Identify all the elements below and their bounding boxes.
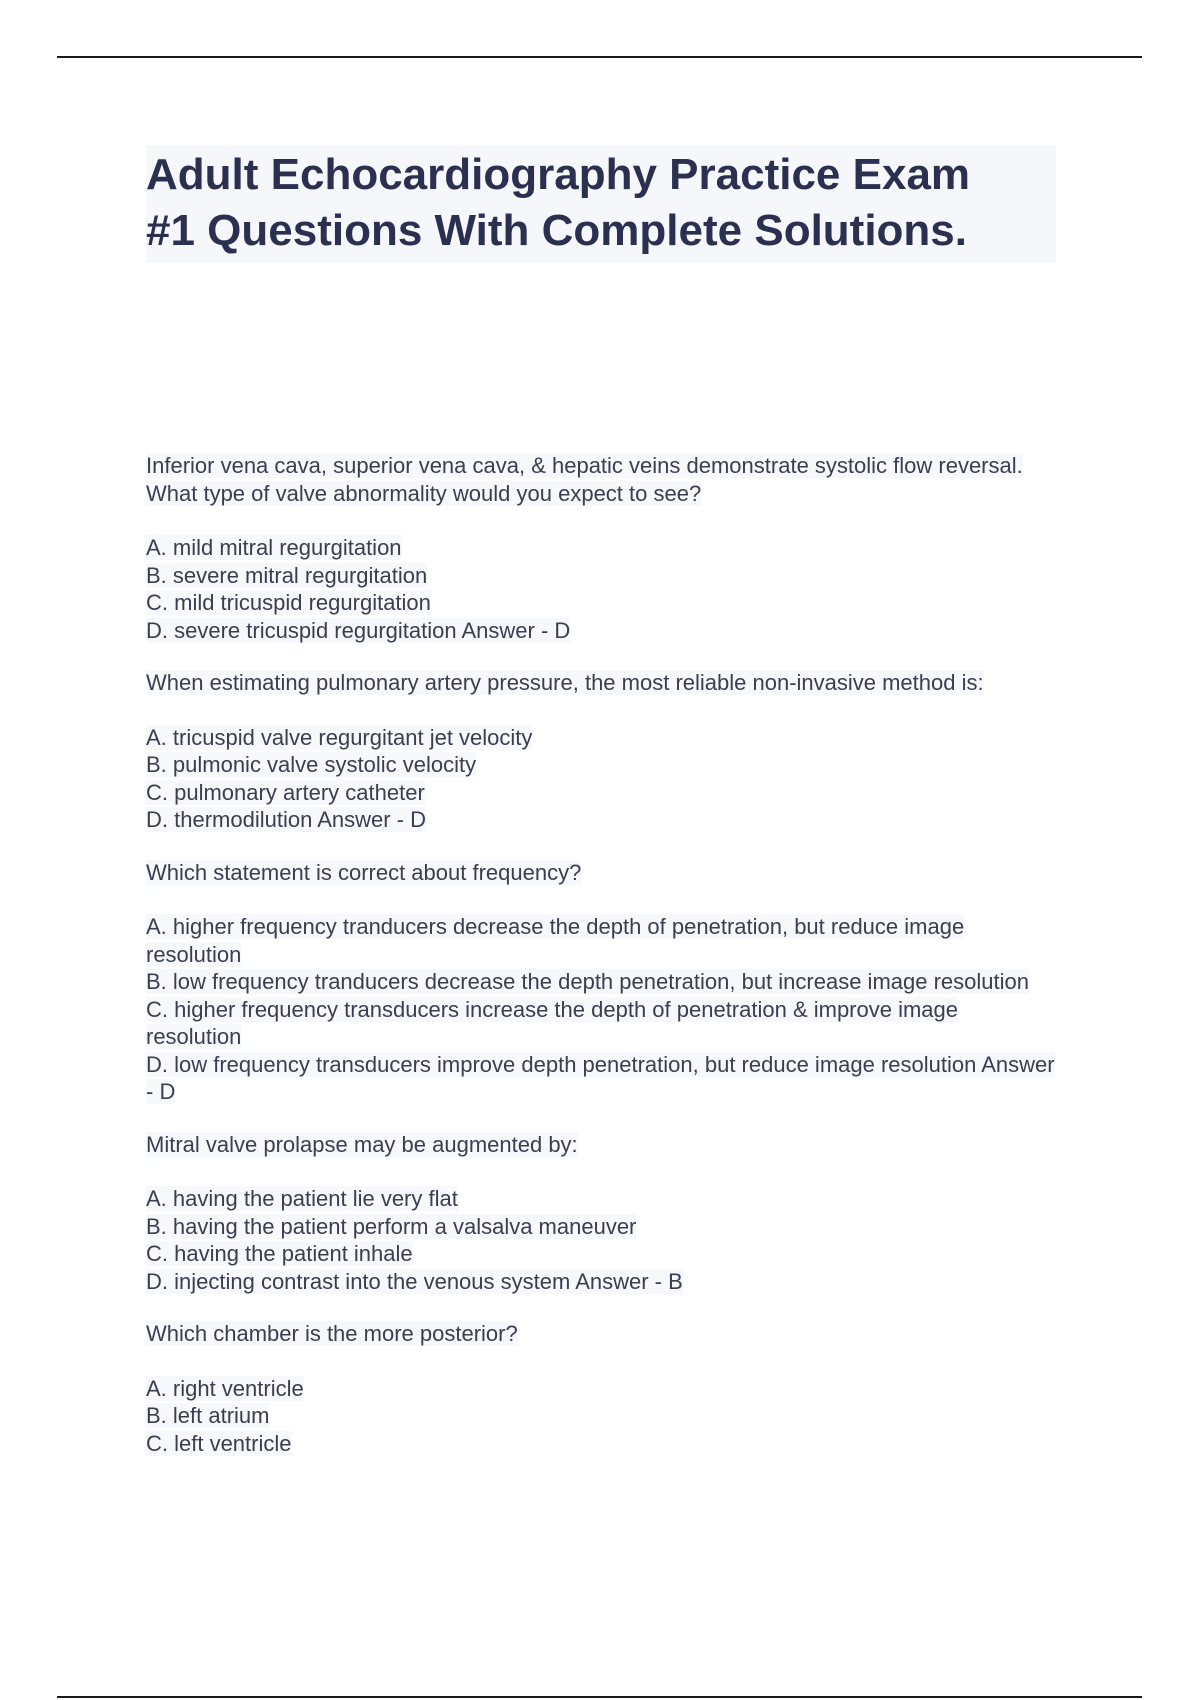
document-title (146, 145, 1056, 263)
question-text: Inferior vena cava, superior vena cava, & hepatic veins demonstrate systolic flow reversal. What type of valve abnormality would you expect to see? (146, 453, 1023, 506)
question-block (146, 1320, 1056, 1457)
answer-option: A. right ventricle (146, 1375, 304, 1401)
answer-option: B. severe mitral regurgitation (146, 562, 428, 588)
answer-option: C. pulmonary artery catheter (146, 779, 425, 805)
question-text: Which statement is correct about frequency? (146, 859, 582, 885)
answer-option: C. having the patient inhale (146, 1241, 413, 1266)
bottom-rule (57, 1696, 1142, 1698)
answer-option: C. mild tricuspid regurgitation (146, 590, 431, 615)
answer-option: B. pulmonic valve systolic velocity (146, 752, 477, 777)
answer-option: A. tricuspid valve regurgitant jet velocity (146, 724, 533, 750)
answer-option: A. having the patient lie very flat (146, 1186, 458, 1211)
answer-option: D. injecting contrast into the venous system Answer - B (146, 1268, 683, 1294)
questions-list (146, 452, 1056, 1482)
answer-option: D. severe tricuspid regurgitation Answer - D (146, 617, 571, 643)
question-text: When estimating pulmonary artery pressure, the most reliable non-invasive method is: (146, 670, 984, 695)
answer-option: C. higher frequency transducers increase the depth of penetration & improve image resolution (146, 996, 959, 1049)
answer-option: B. having the patient perform a valsalva maneuver (146, 1213, 637, 1239)
answer-option: D. low frequency transducers improve depth penetration, but reduce image resolution Answer - D (146, 1051, 1055, 1104)
top-rule (57, 56, 1142, 58)
question-block (146, 1131, 1056, 1296)
question-block (146, 859, 1056, 1106)
answer-option: A. higher frequency tranducers decrease the depth of penetration, but reduce image resolution (146, 914, 965, 967)
title-line-2: #1 Questions With Complete Solutions. (146, 206, 968, 255)
answer-option: B. left atrium (146, 1403, 270, 1428)
question-block (146, 669, 1056, 834)
question-block (146, 452, 1056, 644)
title-line-1: Adult Echocardiography Practice Exam (146, 150, 971, 199)
answer-option: B. low frequency tranducers decrease the depth penetration, but increase image resolution (146, 969, 1029, 994)
answer-option: A. mild mitral regurgitation (146, 535, 402, 560)
question-text: Mitral valve prolapse may be augmented by: (146, 1131, 578, 1157)
answer-option: D. thermodilution Answer - D (146, 807, 426, 832)
answer-option: C. left ventricle (146, 1430, 292, 1456)
question-text: Which chamber is the more posterior? (146, 1321, 518, 1346)
